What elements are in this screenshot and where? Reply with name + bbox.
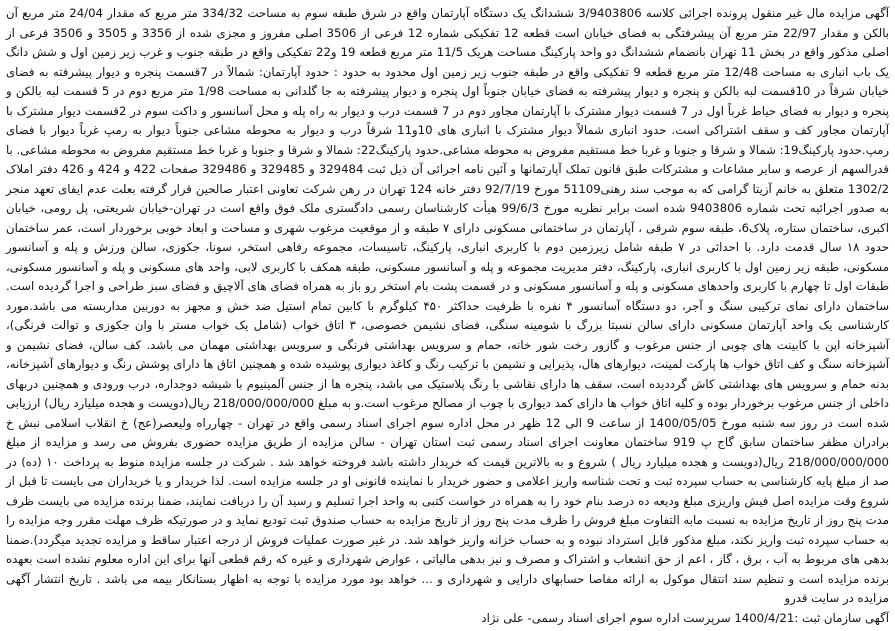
notice-body: آگهی مزایده مال غیر منقول پرونده اجرائی کلاسه 3/9403806 ششدانگ یک دستگاه آپارتمان واقع در شرق طبقه سوم به مساحت 334/32 متر مربع که مقدار 24/04 متر مربع آن بالکن و مقدار 22/97 متر مربع آن پیشرفتگی به فضای خیابان است قطعه 12 تفکیکی شماره 12 فرعی از 3506 اصلی مفروز و مجزی شده از 3356 و 3505 و 3506 فرعی از اصلی مذکور واقع در بخش 11 تهران بانضمام ششدانگ دو واحد پارکینگ مساحت هریک 11/5 متر مربع قطعه 19 و22 تفکیکی واقع در طبقه جنوب و غرب زیر زمین اول و شش دانگ یک باب انباری به مساحت 12/48 متر مربع قطعه 9 تفکیکی واقع در طبقه جنوب زیر زمین اول محدود به حدود : حدود آپارتمان: شمالاً در 7قسمت پنجره و دیوار پیشرفته به فضای خیابان شرقاً در 10قسمت لبه بالکن و پنجره و دیوار پیشرفته به فضای خیابان جنوباً اول پنجره و دیوار پیشرفته به جا گلدانی به مساحت 1/98 متر مربع دوم در 5 قسمت لبه بالکن و پنجره و دیوار به فضای حیاط غرباً اول در 7 قسمت دیوار مشترک با آپارتمان مجاور دوم در 7 قسمت درب و دیوار به راه پله و محل آسانسور و داکت سوم در 2قسمت دیوار مشترک با آپارتمان مجاور کف و سقف اشتراکی است. حدود انباری شمالاً دیوار مشترک با انباری های 10و11 شرقاً درب و دیوار به محوطه مشاعی جنوباً دیوار به رمپ غرباً دیوار با فضای رمپ.حدود پارکینگ19: شمالا و شرقا و جنوبا و غربا خط مستقیم مفروض به محوطه مشاعی.حدود پارکینگ22: شمالا و شرقا و جنوبا و غربا خط مستقیم مفروض به محوطه مشاعی. با قدرالسهم از عرصه و سایر مشاعات و مشترکات طبق قانون تملک آپارتمانها و آئین نامه اجرائی آن ذیل ثبت 329484 و 329485 و 329486 صفحات 422 و 424 و 426 دفتر املاک 1302/2 متعلق به خانم آزیتا گرامی که به موجب سند رهنی51109 مورخ 92/7/19 دفتر خانه 124 تهران در رهن شرکت تعاونی اعتبار صالحین قرار گرفته بعلت عدم ایفای تعهد منجر به صدور اجرائیه تحت شماره 9403806 شده است برابر نظریه مورخ 99/6/3 هیأت کارشناسان رسمی دادگستری ملک فوق واقع است در تهران-خیابان شریعتی، پل رومی، خیابان اکبری، ساختمان ستاره، پلاک6، طبقه سوم شرقی ، آپارتمان در ساختمانی مسکونی دارای ۷ طبقه و از موقعیت مرغوب شهری و مساحت و ابعاد خوبی برخوردار است، عمر ساختمان حدود ۱۸ سال قدمت دارد. با احداثی در ۷ طبقه شامل زیرزمین دوم با کاربری انباری، پارکینگ، تاسیسات، مجموعه رفاهی استخر، سونا، جکوزی، سالن ورزش و پله و آسانسور مسکونی، طبقه زیر زمین اول با کاربری انباری، پارکینگ، دفتر مدیریت مجموعه و پله و آسانسور مسکونی، طبقه همکف با کاربری لابی، واحد های مسکونی و پله و آسانسور مسکونی، طبقات اول تا چهارم با کاربری واحدهای مسکونی و پله و آسانسور مسکونی و در قسمت پشت بام استخر رو باز به همراه فضای های آلاچیق و فضای سبز طراحی و اجرا گردیده است. ساختمان دارای نمای ترکیبی سنگ و آجر، دو دستگاه آسانسور ۴ نفره با ظرفیت حداکثر ۴۵۰ کیلوگرم با کابین تمام استیل ضد خش و مجهز به دوربین مداربسته می باشد.مورد کارشناسی یک واحد آپارتمان مسکونی دارای سالن نسبتا بزرگ با شومینه سنگی، فضای نشیمن خصوصی، ۳ اتاق خواب (شامل یک خواب مستر با وان جکوزی و توالت فرنگی)، آشپزخانه اپن با کابینت های چوبی از جنس مرغوب و گازور رخت شور خانه، حمام و سرویس بهداشتی فرنگی و سرویس بهداشتی مهمان می باشد. کف سالن، فضای نشیمن و آشپزخانه سنگ و کف اتاق خواب ها پارکت لمینت، دیوارهای هال، پذیرایی و نشیمن با ترکیب رنگ و کاغذ دیواری پوشیده شده و همچنین اتاق ها دارای پوشش رنگ و دیوارهای آشپزخانه، بدنه حمام و سرویس های بهداشتی کاش گرددیده است، سقف ها دارای نقاشی با رنگ پلاستیک می باشد، پنجره ها از جنس آلمینیوم با شیشه دوجداره، درب ورودی و همچنین دربهای داخلی از جنس مرغوب برخوردار بوده و کلیه اتاق خواب ها دارای کمد دیواری با چوب از مصالح مرغوب است.و به مبلغ 218/000/000/000 ریال(دویست و هجده میلیارد ریال) ارزیابی شده است در روز سه شنبه مورخ 1400/05/05 از ساعت 9 الی 12 ظهر در محل اداره سوم اجرای اسناد رسمی واقع در تهران - چهارراه ولیعصر(عج) خ انقلاب اسلامی نبش خ برادران مظفر ساختمان سابق گاج پ 919 ساختمان معاونت اجرای اسناد رسمی ثبت استان تهران - سالن مزایده از طریق مزایده حضوری بفروش می رسد و مزایده از مبلغ 218/000/000/000 ریال(دویست و هجده میلیارد ریال ) شروع و به بالاترین قیمت که خریدار داشته باشد فروخته خواهد شد . شرکت در جلسه مزایده منوط به پرداخت ۱۰ (ده) در صد از مبلغ پایه کارشناسی به حساب سپرده ثبت و تحت شناسه واریز اعلامی و حضور خریدار با نماینده قانونی او در جلسه مزایده است. لذا خریدار و یا خریداران می بایست تا قبل از شروع وقت مزایده اصل فیش واریزی مبلغ ودیعه ده درصد بنام خود را به همراه در خواست کتبی به واحد اجرا تسلیم و رسید آن را دریافت نمایند، ضمنا برنده مزایده می بایست ظرف مدت پنج روز از تاریخ مزایده به نسبت مابه التفاوت مبلغ فروش را ظرف مدت پنج روز از تاریخ مزایده به حساب صندوق ثبت تودیع نماید و در صورتیکه ظرف مهلت مقرر وجه مزایده را به حساب سپرده ثبت واریز نکند، مبلغ مذکور قابل استرداد نبوده و به حساب خزانه واریز خواهد شد. در غیر صورت عملیات فروش از درجه اعتبار ساقط و مزایده تجدید میگردد).ضمنا بدهی های مربوط به آب ، برق ، گاز ، اعم از حق انشعاب و اشتراک و مصرف و نیز بدهی مالیاتی ، عوارض شهرداری و غیره که رقم قطعی آنها برای این اداره معلوم نشده است بعهده برنده مزایده است و تنظیم سند انتقال موکول به ارائه مفاصا حسابهای دارایی و شهرداری و ... خواهد بود مورد مزایده با توجه به اظهار بستانکار بیمه می باشد . تاریخ انتشار آگهی مزایده در سایت قدرو: [6, 6, 890, 605]
notice-signature: آگهی سازمان ثبت :1400/4/21 سرپرست اداره سوم اجرای اسناد رسمی- علی نژاد: [481, 610, 889, 625]
